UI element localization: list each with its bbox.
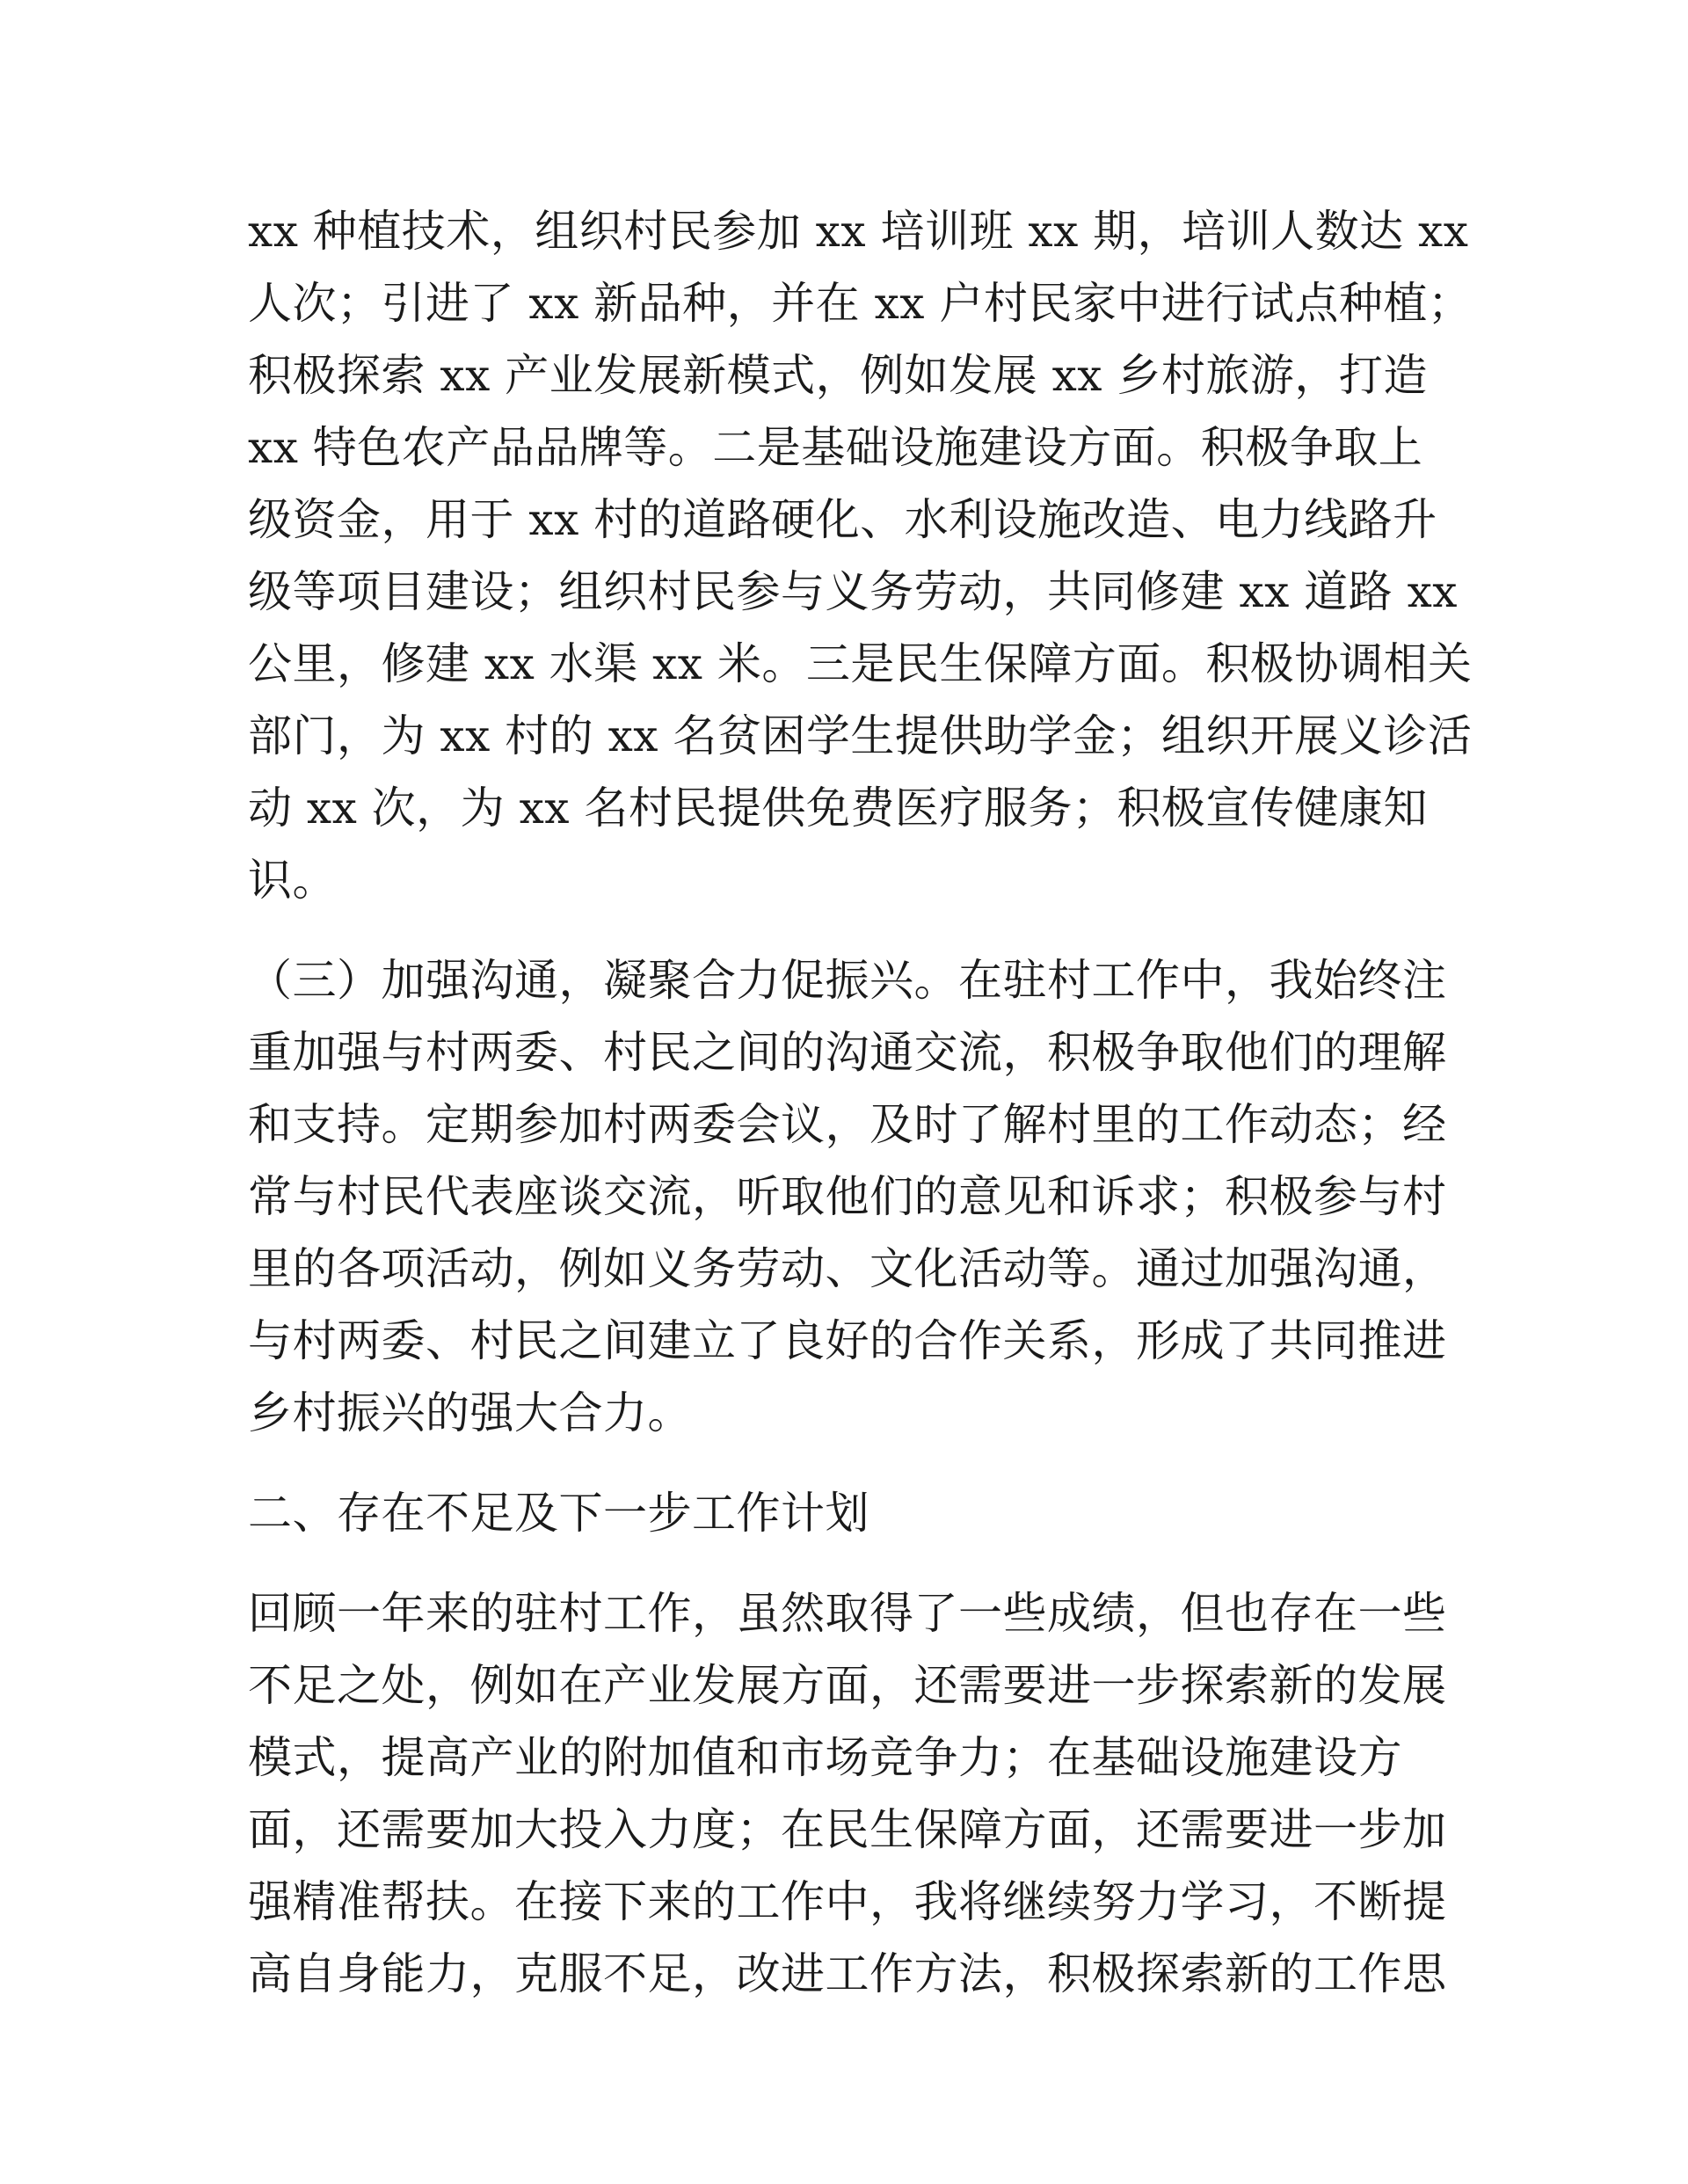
text-line: 识。 [248,855,337,906]
text-line: 积极探索 xx 产业发展新模式，例如发展 xx 乡村旅游，打造 [248,350,1428,401]
text-line: （三）加强沟通，凝聚合力促振兴。在驻村工作中，我始终注 [248,955,1447,1006]
document-body [248,195,1473,2038]
text-line: 不足之处，例如在产业发展方面，还需要进一步探索新的发展 [248,1660,1447,1711]
text-line: 和支持。定期参加村两委会议，及时了解村里的工作动态；经 [248,1099,1447,1150]
text-line: 强精准帮扶。在接下来的工作中，我将继续努力学习，不断提 [248,1876,1447,1927]
section-heading [248,1477,1444,1549]
paragraph-shortcomings-plan [248,1577,1447,2010]
text-line: 高自身能力，克服不足，改进工作方法，积极探索新的工作思 [248,1948,1447,1999]
text-line: 重加强与村两委、村民之间的沟通交流，积极争取他们的理解 [248,1027,1447,1078]
paragraph-communication [248,944,1447,1449]
text-line: 级等项目建设；组织村民参与义务劳动，共同修建 xx 道路 xx [248,566,1458,617]
text-line: 常与村民代表座谈交流，听取他们的意见和诉求；积极参与村 [248,1171,1447,1222]
text-line: 公里，修建 xx 水渠 xx 米。三是民生保障方面。积极协调相关 [248,638,1473,689]
text-line: 级资金，用于 xx 村的道路硬化、水利设施改造、电力线路升 [248,494,1437,545]
text-line: 部门，为 xx 村的 xx 名贫困学生提供助学金；组织开展义诊活 [248,710,1473,761]
text-line: 里的各项活动，例如义务劳动、文化活动等。通过加强沟通， [248,1243,1447,1294]
paragraph-industry-infrastructure-livelihood [248,195,1473,916]
text-line: 面，还需要加大投入力度；在民生保障方面，还需要进一步加 [248,1804,1447,1855]
text-line: xx 种植技术，组织村民参加 xx 培训班 xx 期，培训人数达 xx [248,206,1469,257]
text-line: 动 xx 次，为 xx 名村民提供免费医疗服务；积极宣传健康知 [248,783,1428,834]
text-line: 回顾一年来的驻村工作，虽然取得了一些成绩，但也存在一些 [248,1588,1447,1639]
heading-text: 二、存在不足及下一步工作计划 [248,1488,869,1539]
text-line: 人次；引进了 xx 新品种，并在 xx 户村民家中进行试点种植； [248,278,1473,329]
text-line: 乡村振兴的强大合力。 [248,1387,692,1438]
text-line: 模式，提高产业的附加值和市场竞争力；在基础设施建设方 [248,1732,1402,1783]
text-line: 与村两委、村民之间建立了良好的合作关系，形成了共同推进 [248,1315,1447,1366]
text-line: xx 特色农产品品牌等。二是基础设施建设方面。积极争取上 [248,422,1423,473]
